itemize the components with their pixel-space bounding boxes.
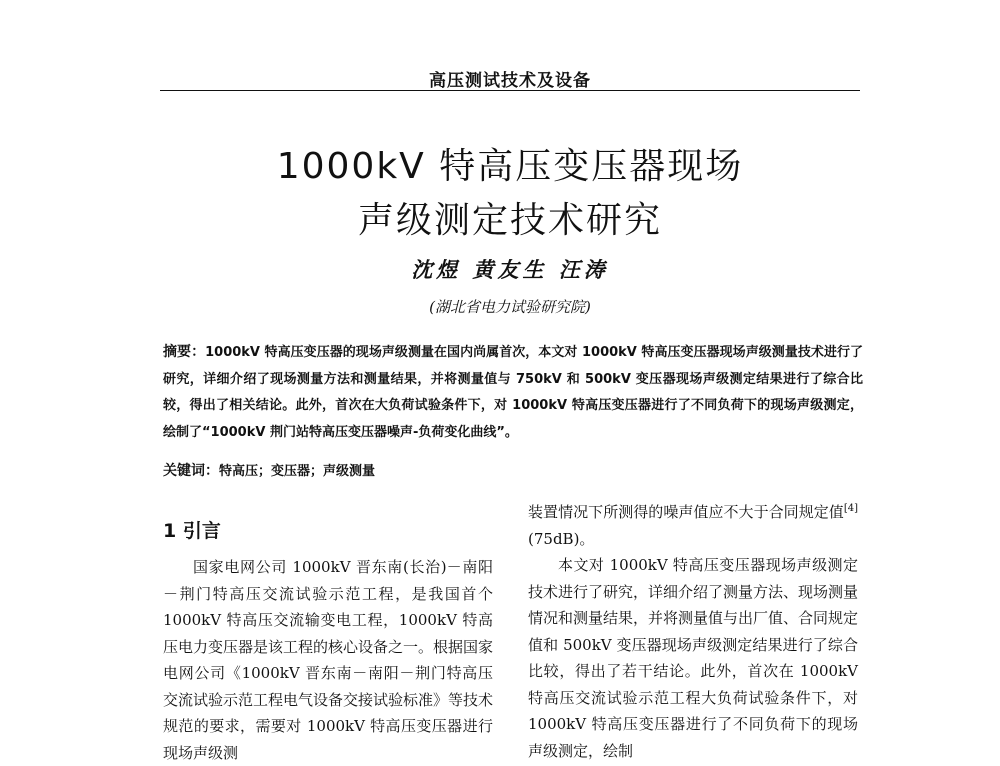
citation-reference[interactable]: [4]	[843, 503, 858, 514]
intro-paragraph-2: 本文对 1000kV 特高压变压器现场声级测定技术进行了研究，详细介绍了测量方法、现场测量情况和测量结果，并将测量值与出厂值、合同规定值和 500kV 变压器现场声级测定结果进行了综合比较，得出了若干结论。此外，首次在 1000kV 特高压交流试验示范工程大负荷试验条件下，对 1000kV 特高压变压器进行了不同负荷下的现场声级测定，绘制	[528, 556, 859, 760]
paper-title-line-2: 声级测定技术研究	[357, 200, 662, 241]
paper-title-line-1: 1000kV 特高压变压器现场	[276, 146, 744, 187]
left-column	[163, 554, 493, 766]
continuation-text-end: (75dB)。	[528, 529, 595, 548]
keywords-label: 关键词：	[163, 463, 219, 479]
header-rule	[160, 90, 860, 91]
abstract	[163, 339, 863, 446]
authors: 沈煜 黄友生 汪涛	[411, 257, 609, 282]
abstract-label: 摘要：	[163, 344, 206, 360]
continuation-text: 装置情况下所测得的噪声值应不大于合同规定值	[528, 503, 844, 521]
affiliation: (湖北省电力试验研究院)	[429, 298, 591, 316]
intro-continuation	[528, 499, 858, 552]
intro-paragraph-1: 国家电网公司 1000kV 晋东南(长治)－南阳－荆门特高压交流试验示范工程，是我国首个 1000kV 特高压交流输变电工程，1000kV 特高压电力变压器是该工程的核心设备之一。根据国家电网公司《1000kV 晋东南－南阳－荆门特高压交流试验示范工程电气设备交接试验标准》等技术规范的要求，需要对 1000kV 特高压变压器进行现场声级测	[163, 558, 494, 762]
keywords	[163, 460, 863, 480]
right-column	[528, 499, 858, 764]
keywords-text: 特高压；变压器；声级测量	[219, 464, 376, 479]
running-head: 高压测试技术及设备	[429, 71, 591, 91]
abstract-text: 1000kV 特高压变压器的现场声级测量在国内尚属首次，本文对 1000kV 特高压变压器现场声级测量技术进行了研究，详细介绍了现场测量方法和测量结果，并将测量值与 750kV 和 500kV 变压器现场声级测定结果进行了综合比较，得出了相关结论。此外，首次在大负荷试验条件下，对 1000kV 特高压变压器进行了不同负荷下的现场声级测定，绘制了“1000kV 荆门站特高压变压器噪声-负荷变化曲线”。	[163, 345, 863, 440]
section-heading-introduction: 1 引言	[163, 520, 221, 542]
